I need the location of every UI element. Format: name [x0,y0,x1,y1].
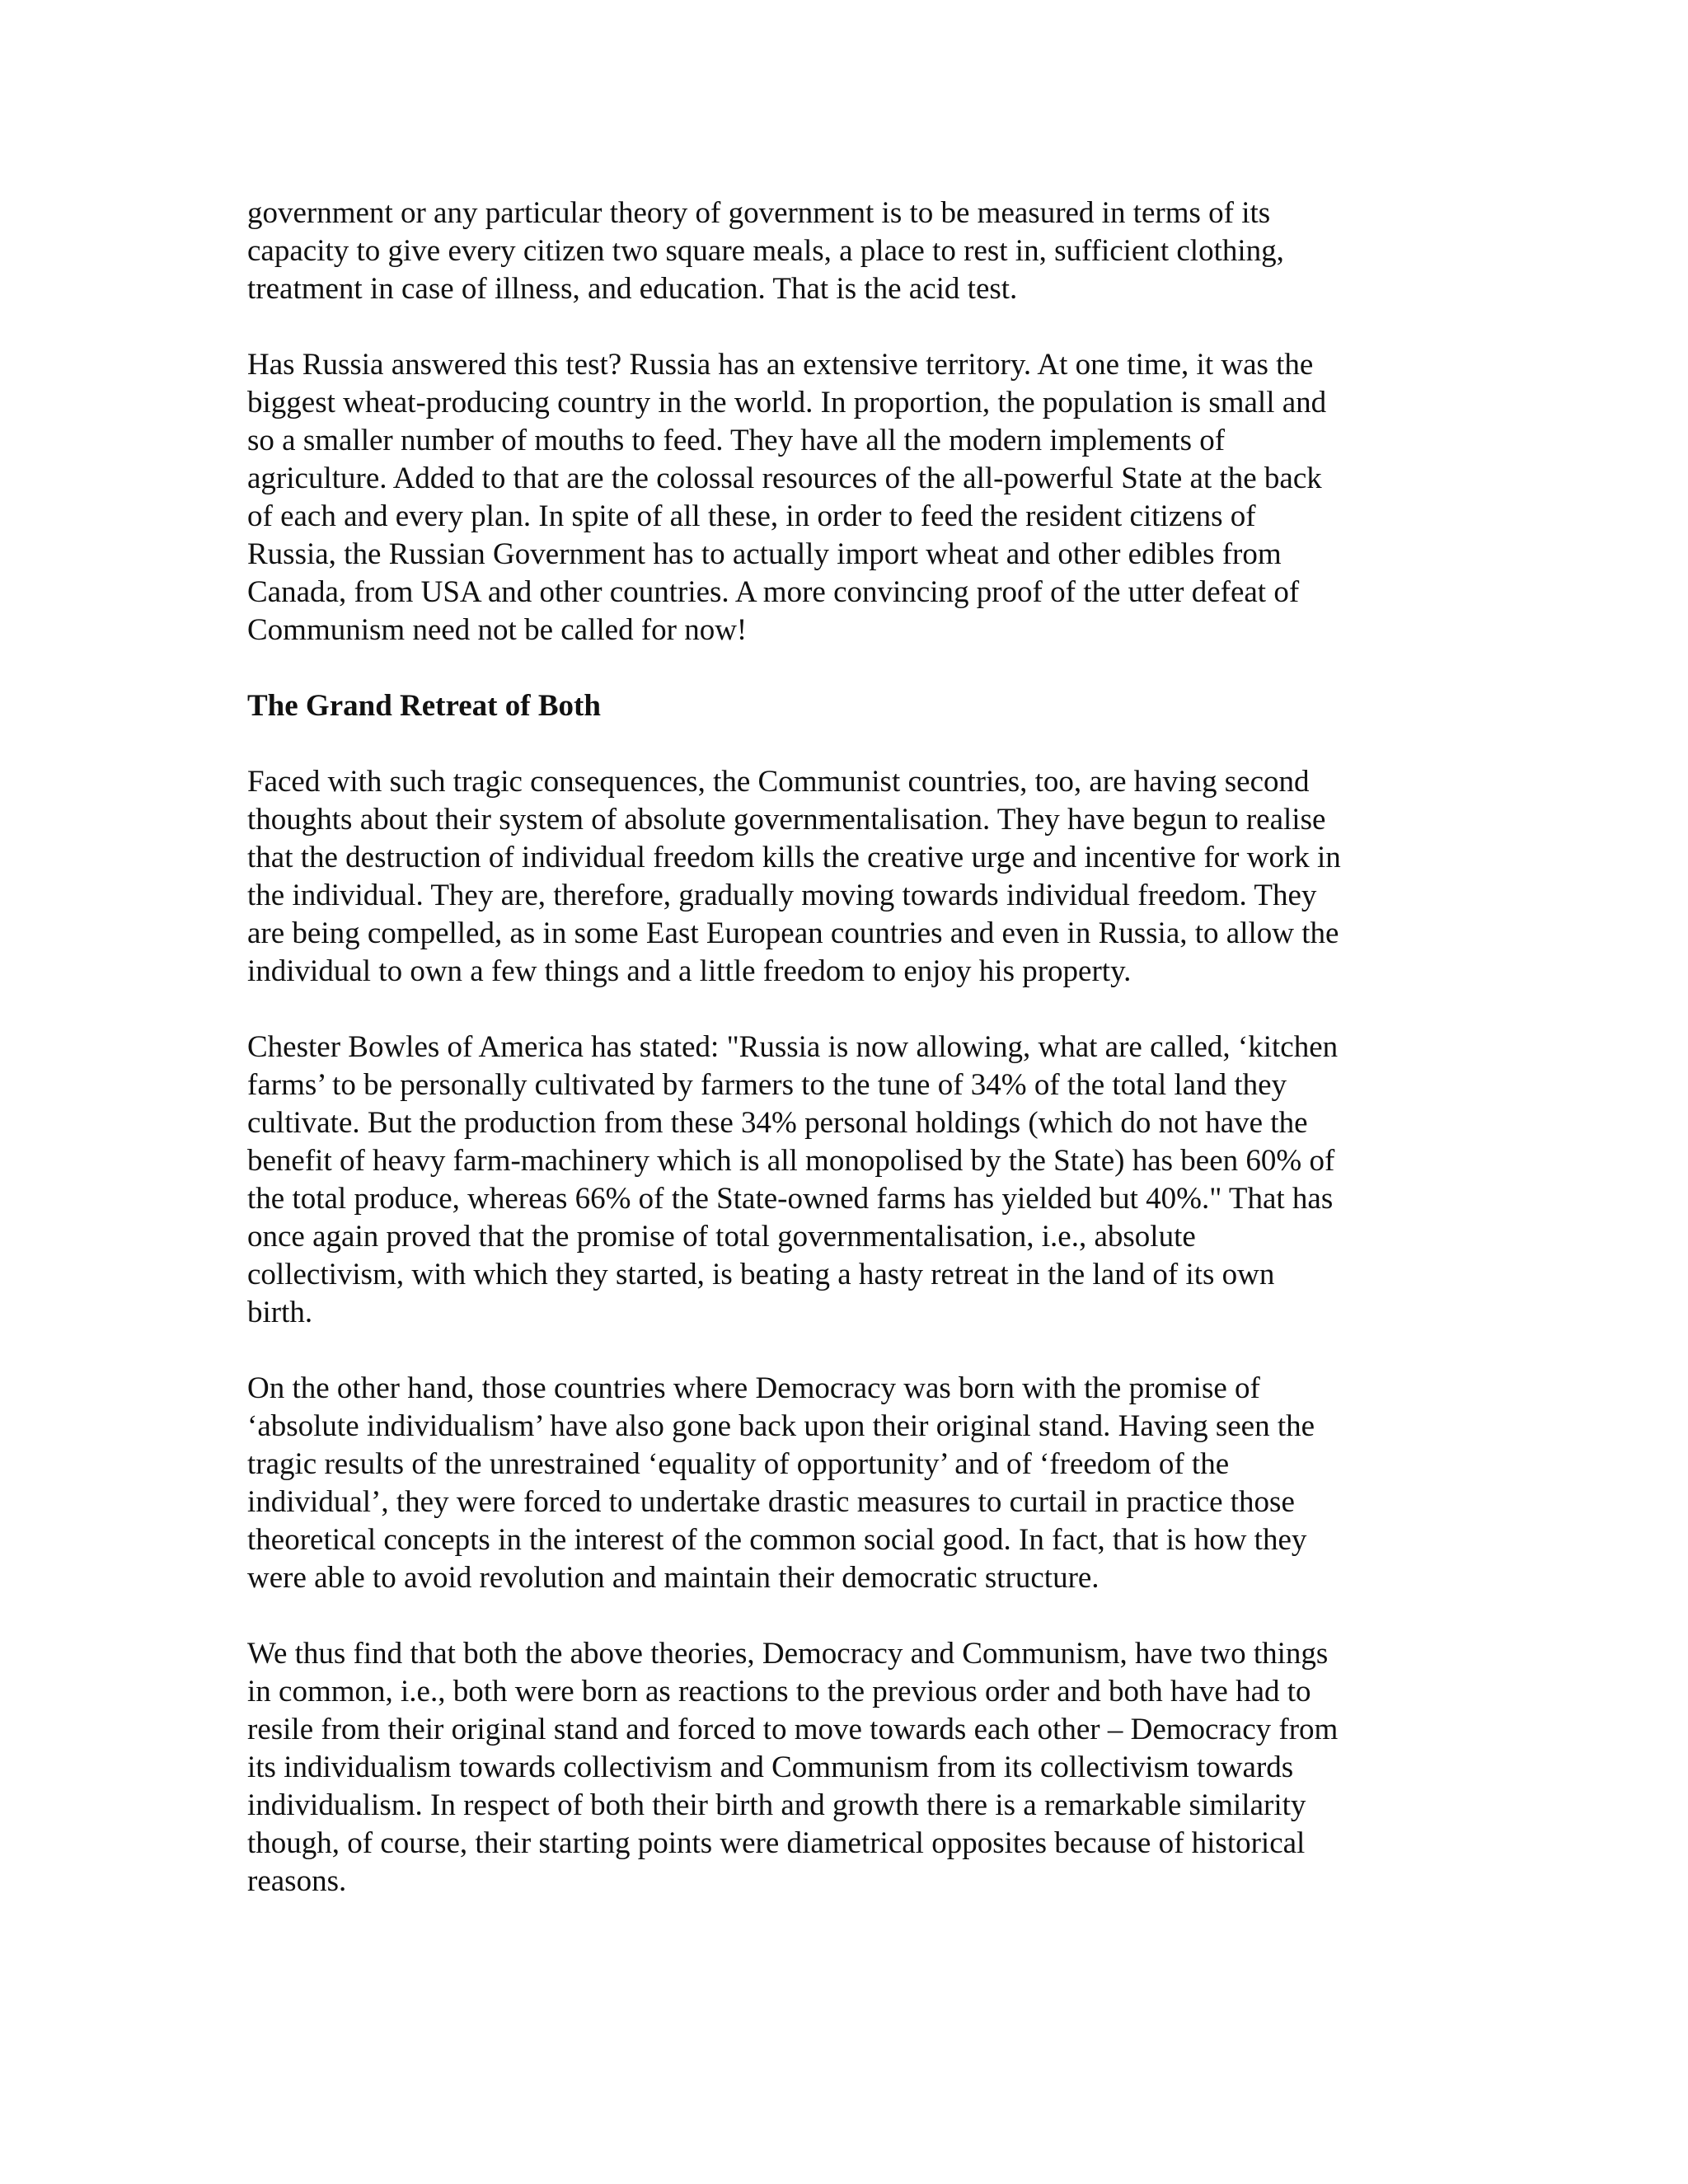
text-line: capacity to give every citizen two square meals, a place to rest in, sufficient clothing, [247,234,1284,268]
paragraph [247,1370,1442,1597]
text-line: We thus find that both the above theories, Democracy and Communism, have two things [247,1637,1329,1671]
text-line: resile from their original stand and forced to move towards each other – Democracy from [247,1713,1339,1746]
text-line: Canada, from USA and other countries. A more convincing proof of the utter defeat of [247,575,1300,609]
text-line: so a smaller number of mouths to feed. They have all the modern implements of [247,424,1226,457]
text-line: theoretical concepts in the interest of the common social good. In fact, that is how they [247,1523,1307,1557]
text-line: that the destruction of individual freedom kills the creative urge and incentive for work in [247,841,1341,874]
text-line: government or any particular theory of government is to be measured in terms of its [247,196,1271,230]
text-line: its individualism towards collectivism and Communism from its collectivism towards [247,1750,1294,1784]
text-line: cultivate. But the production from these 34% personal holdings (which do not have the [247,1106,1308,1140]
document-page [247,194,1442,1938]
text-line: tragic results of the unrestrained ‘equality of opportunity’ and of ‘freedom of the [247,1447,1230,1481]
text-line: treatment in case of illness, and education. That is the acid test. [247,272,1018,306]
text-line: farms’ to be personally cultivated by farmers to the tune of 34% of the total land they [247,1068,1287,1102]
text-line: Has Russia answered this test? Russia has an extensive territory. At one time, it was the [247,348,1314,382]
text-line: individual’, they were forced to undertake drastic measures to curtail in practice those [247,1485,1295,1519]
text-line: of each and every plan. In spite of all these, in order to feed the resident citizens of [247,499,1256,533]
text-line: are being compelled, as in some East European countries and even in Russia, to allow the [247,916,1339,950]
section-heading: The Grand Retreat of Both [247,689,601,723]
paragraph [247,346,1442,649]
text-line: Chester Bowles of America has stated: "Russia is now allowing, what are called, ‘kitchen [247,1030,1339,1064]
text-line: the total produce, whereas 66% of the State-owned farms has yielded but 40%." That has [247,1182,1334,1216]
text-line: agriculture. Added to that are the colossal resources of the all-powerful State at the back [247,462,1322,495]
paragraph [247,763,1442,991]
text-line: collectivism, with which they started, is beating a hasty retreat in the land of its own [247,1258,1275,1291]
text-line: were able to avoid revolution and maintain their democratic structure. [247,1561,1100,1595]
text-line: benefit of heavy farm-machinery which is all monopolised by the State) has been 60% of [247,1144,1335,1178]
text-line: On the other hand, those countries where Democracy was born with the promise of [247,1371,1260,1405]
text-line: individual to own a few things and a little freedom to enjoy his property. [247,954,1132,988]
text-line: birth. [247,1296,313,1329]
text-line: reasons. [247,1864,347,1898]
section-body [247,763,1442,1900]
text-line: biggest wheat-producing country in the world. In proportion, the population is small and [247,386,1327,419]
text-line: ‘absolute individualism’ have also gone back upon their original stand. Having seen the [247,1409,1315,1443]
text-line: in common, i.e., both were born as reactions to the previous order and both have had to [247,1675,1311,1708]
paragraph [247,194,1442,308]
text-line: Faced with such tragic consequences, the Communist countries, too, are having second [247,765,1310,799]
text-line: Communism need not be called for now! [247,613,748,647]
paragraph [247,1029,1442,1332]
text-line: the individual. They are, therefore, gradually moving towards individual freedom. They [247,879,1317,912]
text-line: thoughts about their system of absolute governmentalisation. They have begun to realise [247,803,1326,837]
paragraph [247,1635,1442,1900]
intro-section [247,194,1442,649]
text-line: though, of course, their starting points were diametrical opposites because of historical [247,1826,1306,1860]
text-line: once again proved that the promise of total governmentalisation, i.e., absolute [247,1220,1196,1254]
text-line: Russia, the Russian Government has to actually import wheat and other edibles from [247,537,1282,571]
text-line: individualism. In respect of both their birth and growth there is a remarkable similarity [247,1788,1306,1822]
